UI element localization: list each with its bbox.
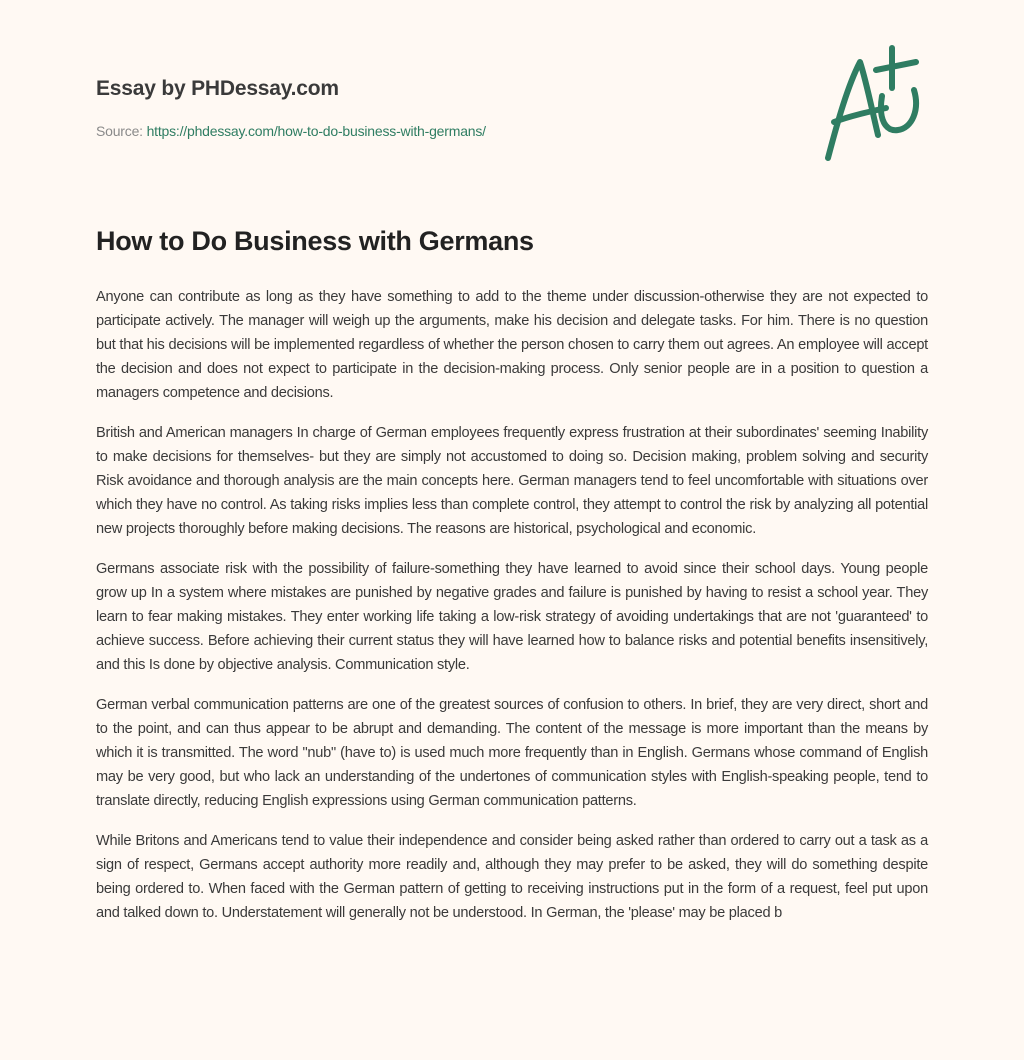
source-label: Source: [96, 123, 143, 139]
article-paragraph: German verbal communication patterns are one of the greatest sources of confusion to others. In brief, they are very direct, short and to the point, and can thus appear to be abrupt and demanding. The content of the message is more important than the means by which it is transmitted. The word "nub" (have to) is used much more frequently than in English. Germans whose command of English may be very good, but who lack an understanding of the undertones of communication styles with English-speaking people, tend to translate directly, reducing English expressions using German communication patterns. [96, 697, 928, 809]
site-title: Essay by PHDessay.com [96, 77, 339, 100]
article-body [96, 285, 928, 941]
article-title: How to Do Business with Germans [96, 226, 534, 256]
source-link[interactable]: https://phdessay.com/how-to-do-business-with-germans/ [146, 123, 486, 139]
source-line [96, 123, 486, 139]
article-paragraph: Anyone can contribute as long as they have something to add to the theme under discussion-otherwise they are not expected to participate actively. The manager will weigh up the arguments, make his decision and delegate tasks. For him. There is no question but that his decisions will be implemented regardless of whether the person chosen to carry them out agrees. An employee will accept the decision and does not expect to participate in the decision-making process. Only senior people are in a position to question a managers competence and decisions. [96, 289, 928, 401]
article-paragraph: Germans associate risk with the possibility of failure-something they have learned to avoid since their school days. Young people grow up In a system where mistakes are punished by negative grades and failure is punished by having to resist a school year. They learn to fear making mistakes. They enter working life taking a low-risk strategy of avoiding undertakings that are not 'guaranteed' to achieve success. Before achieving their current status they will have learned how to balance risks and potential benefits insensitively, and this Is done by objective analysis. Communication style. [96, 561, 928, 673]
article-paragraph: British and American managers In charge of German employees frequently express frustration at their subordinates' seeming Inability to make decisions for themselves- but they are simply not accustomed to doing so. Decision making, problem solving and security Risk avoidance and thorough analysis are the main concepts here. German managers tend to feel uncomfortable with situations over which they have no control. As taking risks implies less than complete control, they attempt to control the risk by analyzing all potential new projects thoroughly before making decisions. The reasons are historical, psychological and economic. [96, 425, 928, 537]
a-plus-logo-icon [820, 40, 930, 165]
article-paragraph: While Britons and Americans tend to value their independence and consider being asked rather than ordered to carry out a task as a sign of respect, Germans accept authority more readily and, although they may prefer to be asked, they will do something despite being ordered to. When faced with the German pattern of getting to receiving instructions put in the form of a request, feel put upon and talked down to. Understatement will generally not be understood. In German, the 'please' may be placed b [96, 833, 928, 921]
